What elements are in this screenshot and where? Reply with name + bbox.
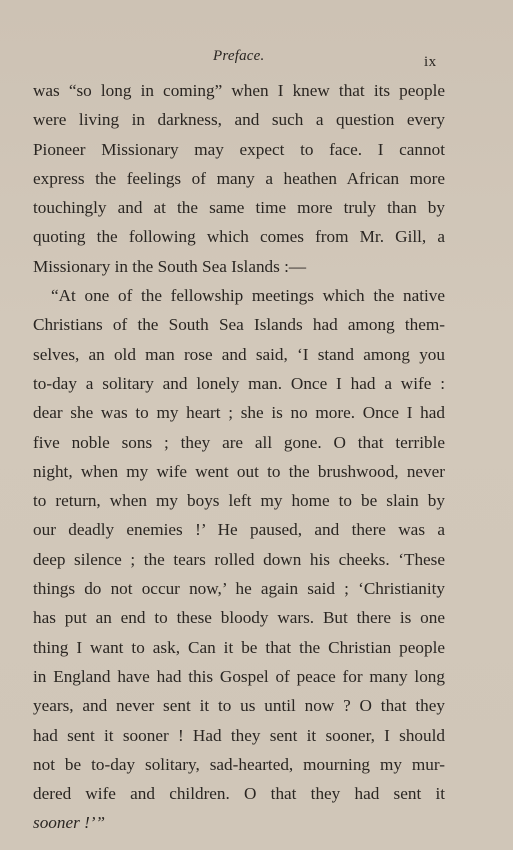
text-line: has put an end to these bloody wars. But there is one — [33, 608, 445, 628]
text-line: touchingly and at the same time more truly than by — [33, 198, 445, 218]
text-line: thing I want to ask, Can it be that the Christian people — [33, 637, 445, 657]
text-line: Pioneer Missionary may expect to face. I cannot — [33, 139, 445, 159]
text-line: “At one of the fellowship meetings which the native — [51, 286, 445, 306]
page-number: ix — [424, 54, 437, 70]
text-line: were living in darkness, and such a question every — [33, 110, 445, 130]
body-text — [33, 76, 445, 838]
text-line: night, when my wife went out to the brushwood, never — [33, 461, 445, 481]
text-line: express the feelings of many a heathen African more — [33, 168, 445, 188]
text-line: had sent it sooner ! Had they sent it sooner, I should — [33, 725, 445, 745]
text-line: dered wife and children. O that they had sent it — [33, 784, 445, 804]
text-line: Christians of the South Sea Islands had among them- — [33, 315, 445, 335]
text-line: five noble sons ; they are all gone. O that terrible — [33, 432, 445, 452]
text-line: things do not occur now,’ he again said ; ‘Christianity — [33, 579, 445, 599]
text-line: to return, when my boys left my home to be slain by — [33, 491, 445, 511]
text-line: quoting the following which comes from Mr. Gill, a — [33, 227, 445, 247]
text-line: to-day a solitary and lonely man. Once I had a wife : — [33, 373, 445, 393]
text-line: dear she was to my heart ; she is no more. Once I had — [33, 403, 445, 423]
text-line: not be to-day solitary, sad-hearted, mourning my mur- — [33, 754, 445, 774]
text-line: years, and never sent it to us until now ? O that they — [33, 696, 445, 716]
text-line: sooner !’” — [33, 813, 106, 833]
text-line: our deadly enemies !’ He paused, and there was a — [33, 520, 445, 540]
running-head-title: Preface. — [213, 48, 265, 64]
text-line: was “so long in coming” when I knew that its people — [33, 81, 445, 100]
text-line: selves, an old man rose and said, ‘I stand among you — [33, 344, 445, 364]
running-head — [0, 48, 513, 68]
text-line: in England have had this Gospel of peace for many long — [33, 666, 445, 686]
text-line: deep silence ; the tears rolled down his cheeks. ‘These — [33, 549, 445, 569]
text-line: Missionary in the South Sea Islands :— — [33, 256, 307, 276]
